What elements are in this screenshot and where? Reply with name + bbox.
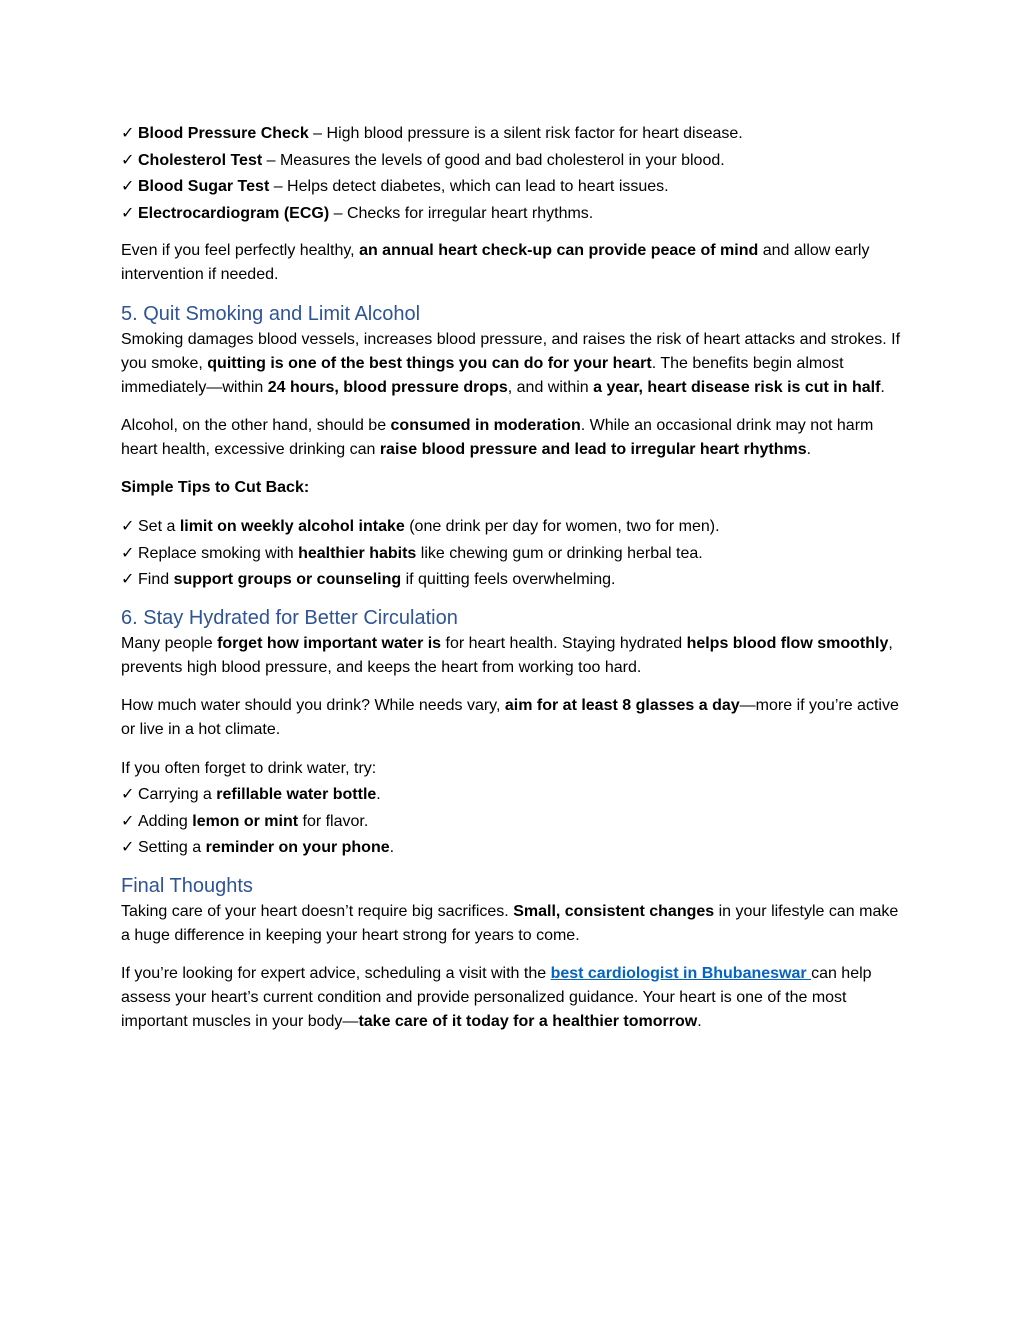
section6-paragraph-amount — [121, 694, 906, 742]
text-run: . — [376, 785, 381, 803]
section6-paragraph-water — [121, 632, 906, 680]
text-run: for heart health. Staying hydrated — [441, 634, 687, 652]
text-run: If you’re looking for expert advice, scheduling a visit with the — [121, 965, 551, 983]
bold-run: lemon or mint — [192, 812, 299, 830]
item-text: – High blood pressure is a silent risk factor for heart disease. — [308, 125, 743, 142]
checkmark-icon: ✓ — [121, 151, 135, 169]
checkmark-icon: ✓ — [121, 178, 135, 196]
text-run: in your lifestyle can make a huge difference in keeping your heart strong for years to come. — [121, 903, 899, 945]
document-body — [121, 121, 906, 1048]
text-run: . — [880, 378, 885, 396]
text-run: if quitting feels overwhelming. — [401, 571, 616, 589]
section-heading-quit-smoking: 5. Quit Smoking and Limit Alcohol — [121, 302, 421, 325]
bold-run: reminder on your phone — [205, 839, 390, 857]
text-run: Set a — [138, 517, 180, 535]
bold-run: 24 hours, blood pressure drops — [267, 378, 508, 396]
text-run: —more if you’re active or live in a hot climate. — [121, 696, 899, 738]
text-run: . The benefits begin almost immediately—within — [121, 354, 844, 396]
item-title: Blood Sugar Test — [138, 178, 270, 196]
section-heading-final-thoughts: Final Thoughts — [121, 875, 253, 898]
bold-run: aim for at least 8 glasses a day — [504, 696, 740, 714]
final-paragraph-1 — [121, 900, 906, 948]
item-title: Blood Pressure Check — [138, 125, 309, 142]
text-run: (one drink per day for women, two for men). — [404, 517, 720, 535]
list-item — [121, 174, 906, 201]
item-title: Electrocardiogram (ECG) — [138, 205, 330, 223]
section-heading-hydration: 6. Stay Hydrated for Better Circulation — [121, 606, 458, 629]
text-run: Smoking damages blood vessels, increases blood pressure, and raises the risk of heart attacks and strokes. If you smoke, — [121, 330, 901, 372]
text-run: Alcohol, on the other hand, should be — [121, 416, 391, 434]
list-item — [121, 541, 906, 568]
bold-run: forget how important water is — [217, 634, 442, 652]
text-run: Taking care of your heart doesn’t require big sacrifices. — [121, 903, 514, 921]
list-item — [121, 514, 906, 541]
item-text: – Measures the levels of good and bad cholesterol in your blood. — [262, 151, 725, 169]
text-run: Adding — [138, 812, 193, 830]
checkmark-icon: ✓ — [121, 571, 135, 589]
text-run: . — [697, 1013, 702, 1031]
item-text: – Checks for irregular heart rhythms. — [329, 205, 594, 223]
item-text: – Helps detect diabetes, which can lead to heart issues. — [269, 178, 669, 196]
list-item — [121, 121, 906, 148]
item-title: Cholesterol Test — [138, 151, 263, 169]
text-run: Find — [138, 571, 174, 589]
checkmark-icon: ✓ — [121, 544, 135, 562]
section5-paragraph-alcohol — [121, 414, 906, 462]
text-run: Setting a — [138, 839, 206, 857]
bold-run: an annual heart check-up can provide peace of mind — [359, 241, 759, 259]
list-item — [121, 782, 906, 809]
bold-run: consumed in moderation — [390, 416, 581, 434]
text-run: , and within — [507, 378, 594, 396]
text-run: like chewing gum or drinking herbal tea. — [416, 544, 703, 562]
text-run: Even if you feel perfectly healthy, — [121, 241, 360, 259]
section5-paragraph-smoking — [121, 328, 906, 400]
bold-run: limit on weekly alcohol intake — [179, 517, 405, 535]
text-run: . — [389, 839, 395, 857]
intro-paragraph — [121, 239, 906, 287]
tips-label: Simple Tips to Cut Back: — [121, 478, 310, 496]
checkmark-icon: ✓ — [121, 812, 135, 830]
list-item — [121, 809, 906, 836]
hydration-tips — [121, 756, 906, 862]
text-run: Many people — [121, 634, 218, 652]
bold-run: Small, consistent changes — [513, 903, 715, 921]
bold-run: helps blood flow smoothly — [686, 634, 889, 652]
bold-run: a year, heart disease risk is cut in half — [593, 378, 881, 396]
bold-run: raise blood pressure and lead to irregular heart rhythms — [379, 440, 807, 458]
cardiologist-link[interactable]: best cardiologist in Bhubaneswar — [550, 965, 812, 983]
list-item — [121, 835, 906, 862]
final-paragraph-2 — [121, 962, 906, 1034]
bold-run: support groups or counseling — [173, 571, 402, 589]
text-run: . While an occasional drink may not harm heart health, excessive drinking can — [121, 416, 874, 458]
checkup-list — [121, 121, 906, 228]
hydration-tips-intro: If you often forget to drink water, try: — [121, 759, 377, 777]
bold-run: refillable water bottle — [216, 785, 377, 803]
list-item — [121, 148, 906, 175]
text-run: and allow early intervention if needed. — [121, 241, 870, 283]
checkmark-icon: ✓ — [121, 785, 135, 803]
checkmark-icon: ✓ — [121, 839, 135, 857]
text-run: , prevents high blood pressure, and keeps the heart from working too hard. — [121, 634, 893, 676]
cut-back-tips-list — [121, 514, 906, 594]
bold-run: healthier habits — [298, 544, 417, 562]
list-item — [121, 201, 906, 228]
text-run: . — [806, 440, 812, 458]
checkmark-icon: ✓ — [121, 125, 135, 142]
text-run: for flavor. — [298, 812, 369, 830]
checkmark-icon: ✓ — [121, 517, 135, 535]
text-run: Replace smoking with — [138, 544, 299, 562]
checkmark-icon: ✓ — [121, 205, 135, 223]
bold-run: quitting is one of the best things you can do for your heart — [207, 354, 652, 372]
list-item — [121, 567, 906, 594]
text-run: can help assess your heart’s current condition and provide personalized guidance. Your heart is one of the most important muscles in your body— — [121, 965, 872, 1031]
bold-run: take care of it today for a healthier tomorrow — [358, 1013, 698, 1031]
text-run: Carrying a — [138, 785, 217, 803]
text-run: How much water should you drink? While needs vary, — [121, 696, 505, 714]
